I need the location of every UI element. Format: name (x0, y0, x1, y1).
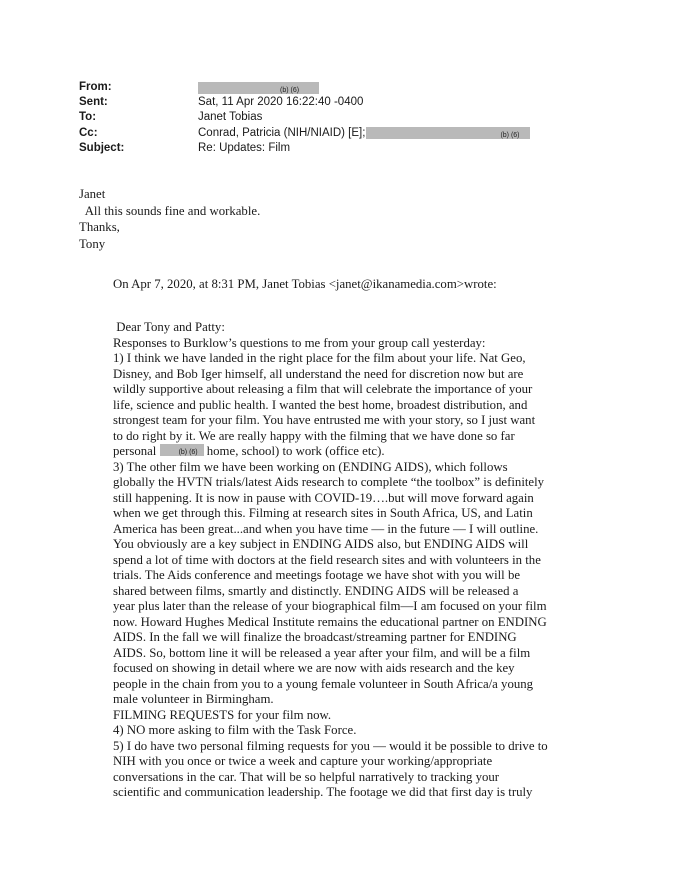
body-line: shared between films, smartly and distinctly. ENDING AIDS will be released a (113, 583, 519, 598)
cc-row (79, 126, 530, 141)
sent-row (79, 95, 530, 110)
from-row (79, 80, 530, 95)
body-line: 4) NO more asking to film with the Task Force. (113, 723, 357, 737)
body-line: Responses to Burklow’s questions to me from your group call yesterday: (113, 335, 486, 350)
sent-label: Sent: (79, 96, 108, 109)
body-line: AIDS. In the fall we will finalize the broadcast/streaming partner for ENDING (113, 630, 517, 644)
body-line: Disney, and Bob Iger himself, all understand the need for discretion now but are (113, 366, 524, 381)
body-line: trials. The Aids conference and meetings footage we have shot with you will be (113, 568, 521, 582)
body-line: life, science and public health. I wanted the best home, broadest distribution, and (113, 397, 528, 412)
body-line: spend a lot of time with doctors at the field research sites and with volunteers in the (113, 552, 541, 567)
body-line: to do right by it. We are really happy with the filming that we have done so far (113, 428, 515, 443)
cc-redaction: (b) (6) (366, 127, 530, 139)
reply-message (79, 186, 260, 252)
to-row (79, 110, 530, 125)
body-line: You obviously are a key subject in ENDING AIDS also, but ENDING AIDS will (113, 537, 529, 551)
body-line: male volunteer in Birmingham. (113, 692, 274, 706)
subject-value: Re: Updates: Film (198, 141, 291, 154)
body-line: year plus later than the release of your biographical film—I am focused on your film (113, 599, 547, 613)
sent-value: Sat, 11 Apr 2020 16:22:40 -0400 (198, 96, 364, 109)
body-line: NIH with you once or twice a week and capture your working/appropriate (113, 754, 493, 768)
email-header (79, 80, 530, 156)
cc-label: Cc: (79, 126, 98, 139)
body-line: people in the chain from you to a young female volunteer in South Africa/a young (113, 676, 534, 691)
body-line: globally the HVTN trials/latest Aids research to complete “the toolbox” is definitely (113, 475, 545, 489)
to-label: To: (79, 111, 97, 124)
body-line: strongest team for your film. You have entrusted me with your story, so I just want (113, 413, 536, 427)
body-line: 5) I do have two personal filming requests for you — would it be possible to drive to (113, 738, 548, 753)
personal-redaction: (b) (6) (160, 444, 204, 456)
body-line-personal (113, 444, 548, 460)
body-line: still happening. It is now in pause with COVID-19….but will move forward again (113, 490, 534, 505)
subject-label: Subject: (79, 141, 125, 154)
body-line: 1) I think we have landed in the right place for the film about your life. Nat Geo, (113, 351, 526, 365)
body-line: 3) The other film we have been working on (ENDING AIDS), which follows (113, 459, 508, 474)
personal-prefix: personal (113, 444, 160, 458)
personal-suffix: home, school) to work (office etc). (203, 444, 385, 458)
reply-line: Tony (79, 236, 106, 251)
from-redaction: (b) (6) (198, 82, 319, 94)
cc-value: Conrad, Patricia (NIH/NIAID) [E]; (198, 126, 366, 139)
body-line: now. Howard Hughes Medical Institute remains the educational partner on ENDING (113, 614, 547, 629)
reply-line: Janet (79, 187, 106, 201)
body-line: focused on showing in detail where we are now with aids research and the key (113, 661, 515, 675)
reply-line: Thanks, (79, 220, 120, 235)
body-line: conversations in the car. That will be so helpful narratively to tracking your (113, 769, 500, 784)
subject-row (79, 141, 530, 156)
body-line: AIDS. So, bottom line it will be released a year after your film, and will be a film (113, 645, 531, 660)
body-line: when we get through this. Filming at research sites in South Africa, US, and Latin (113, 506, 533, 520)
reply-line: All this sounds fine and workable. (79, 203, 261, 218)
to-value: Janet Tobias (198, 111, 263, 124)
body-line: scientific and communication leadership. The footage we did that first day is truly (113, 785, 533, 799)
from-label: From: (79, 81, 112, 93)
body-line: FILMING REQUESTS for your film now. (113, 707, 332, 722)
body-line: America has been great...and when you have time — in the future — I will outline. (113, 521, 539, 536)
quoted-message-body (113, 320, 548, 801)
body-line: wildly supportive about releasing a film that will celebrate the importance of your (113, 382, 533, 396)
body-line: Dear Tony and Patty: (113, 320, 225, 334)
quoted-message-header: On Apr 7, 2020, at 8:31 PM, Janet Tobias <janet@ikanamedia.com>wrote: (113, 277, 497, 291)
